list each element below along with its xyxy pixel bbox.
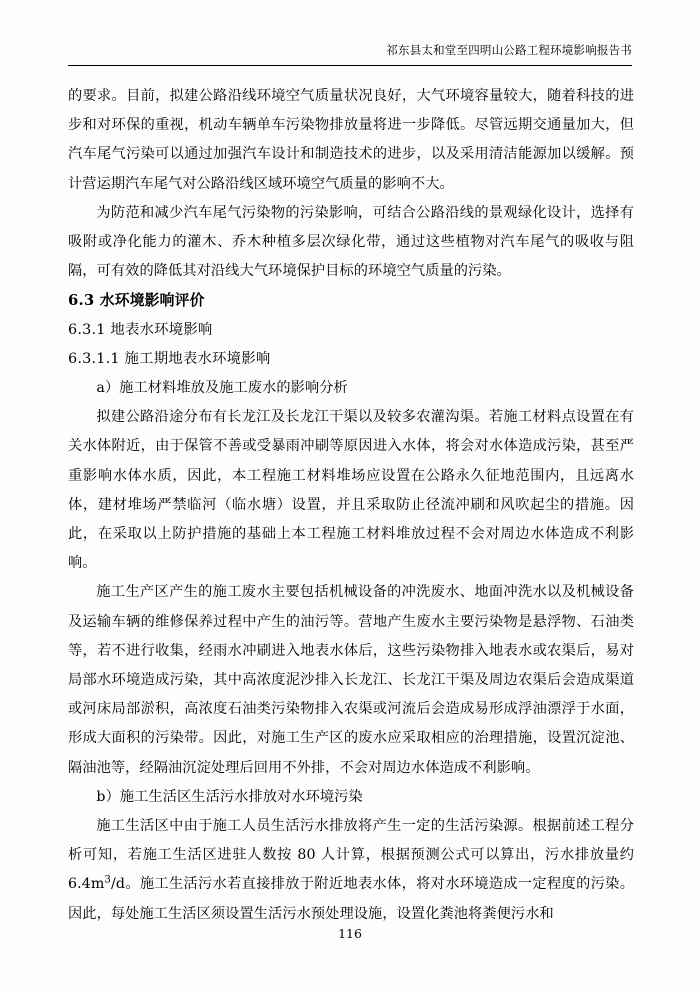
page-content (68, 82, 634, 929)
running-title: 祁东县太和堂至四明山公路工程环境影响报告书 (386, 43, 632, 57)
sewage-text-pre: 施工生活区中由于施工人员生活污水排放将产生一定的生活污染源。根据前述工程分析可知，若施工生活区进驻人数按 80 人计算，根据预测公式可以算出，污水排放量约 6.4m (68, 818, 634, 893)
sewage-text-post: /d。施工生活污水若直接排放于附近地表水体，将对水环境造成一定程度的污染。因此，每处施工生活区须设置生活污水预处理设施，设置化粪池将粪便污水和 (68, 876, 634, 922)
heading-item-b: b）施工生活区生活污水排放对水环境污染 (96, 788, 363, 805)
paragraph-greening-measures: 为防范和减少汽车尾气污染物的污染影响，可结合公路沿线的景观绿化设计，选择有吸附或净化能力的灌木、乔木种植多层次绿化带，通过这些植物对汽车尾气的吸收与阻隔，可有效的降低其对沿线大气环境保护目标的环境空气质量的污染。 (68, 204, 634, 280)
paragraph-domestic-sewage (68, 812, 634, 929)
heading-item-a: a）施工材料堆放及施工废水的影响分析 (96, 380, 348, 397)
paragraph-continuation: 的要求。目前，拟建公路沿线环境空气质量状况良好，大气环境容量较大，随着科技的进步和对环保的重视，机动车辆单车污染物排放量将进一步降低。尽管远期交通量加大，但汽车尾气污染可以通过加强汽车设计和制造技术的进步，以及采用清洁能源加以缓解。预计营运期汽车尾气对公路沿线区域环境空气质量的影响不大。 (68, 88, 634, 192)
page-header (68, 42, 632, 58)
paragraph-construction-wastewater: 施工生产区产生的施工废水主要包括机械设备的冲洗废水、地面冲洗水以及机械设备及运输车辆的维修保养过程中产生的油污等。营地产生废水主要污染物是悬浮物、石油类等，若不进行收集，经雨水冲刷进入地表水体后，这些污染物排入地表水或农渠后，易对局部水环境造成污染，其中高浓度泥沙排入长龙江、长龙江干渠及周边农渠后会造成渠道或河床局部淤积，高浓度石油类污染物排入农渠或河流后会造成易形成浮油漂浮于水面，形成大面积的污染带。因此，对施工生产区的废水应采取相应的治理措施，设置沉淀池、隔油池等，经隔油沉淀处理后回用不外排，不会对周边水体造成不利影响。 (68, 584, 634, 776)
heading-6-3: 6.3 水环境影响评价 (68, 292, 205, 310)
heading-6-3-1-1: 6.3.1.1 施工期地表水环境影响 (68, 350, 271, 367)
page-number: 116 (338, 926, 362, 941)
heading-6-3-1: 6.3.1 地表水环境影响 (68, 321, 213, 338)
header-divider (68, 65, 632, 66)
cubic-meter-exponent: 3 (104, 874, 112, 886)
page-footer (0, 926, 700, 941)
paragraph-material-stacking: 拟建公路沿途分布有长龙江及长龙江干渠以及较多农灌沟渠。若施工材料点设置在有关水体附近，由于保管不善或受暴雨冲刷等原因进入水体，将会对水体造成污染，甚至严重影响水体水质，因此，本工程施工材料堆场应设置在公路永久征地范围内，且远离水体，建材堆场严禁临河（临水塘）设置，并且采取防止径流冲刷和风吹起尘的措施。因此，在采取以上防护措施的基础上本工程施工材料堆放过程不会对周边水体造成不利影响。 (68, 409, 634, 572)
